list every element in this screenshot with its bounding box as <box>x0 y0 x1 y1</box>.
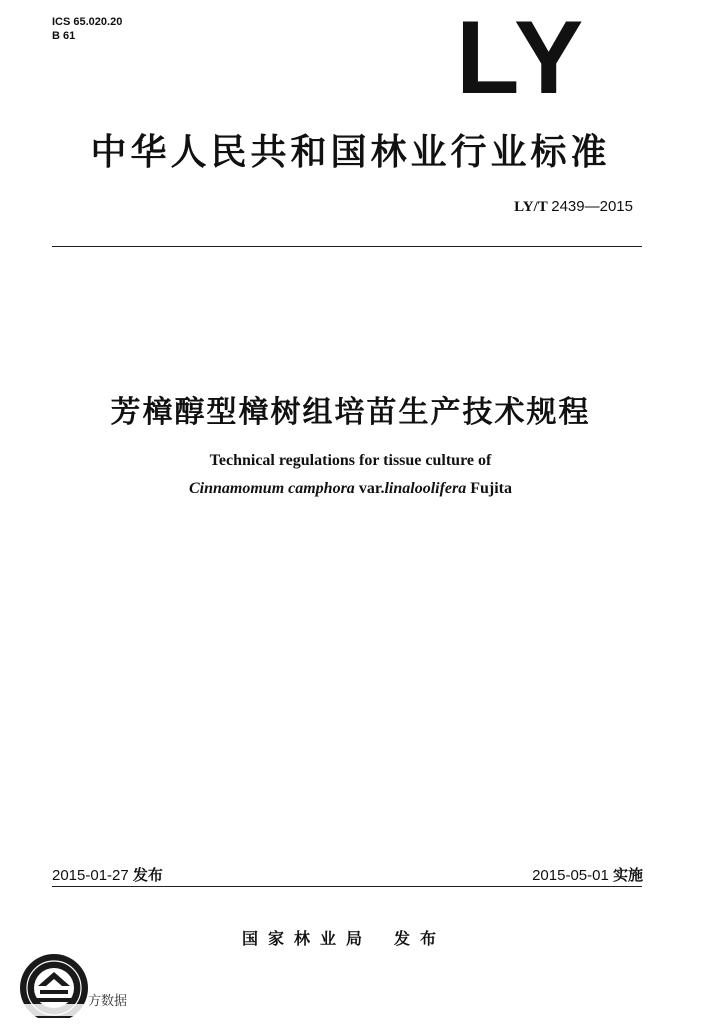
bottom-divider <box>52 886 642 887</box>
publisher-name: 国家林业局 <box>242 929 373 948</box>
standard-prefix: LY/T <box>514 199 548 215</box>
standard-code: 2439—2015 <box>551 198 633 215</box>
publisher-action: 发布 <box>394 929 447 948</box>
top-divider <box>52 246 642 247</box>
ly-logo: LY <box>456 0 588 116</box>
classification-codes <box>52 15 122 43</box>
implementation-date-label: 实施 <box>612 866 643 884</box>
document-title-chinese: 芳樟醇型樟树组培苗生产技术规程 <box>110 395 591 430</box>
standard-number <box>514 198 633 216</box>
ics-code: ICS 65.020.20 <box>52 16 123 28</box>
issue-date <box>52 864 163 885</box>
ccs-code: B 61 <box>52 30 76 42</box>
implementation-date <box>532 864 643 885</box>
var-label: var. <box>358 480 385 497</box>
publisher <box>242 926 446 949</box>
issue-date-label: 发布 <box>132 866 163 884</box>
variety-name: linaloolifera <box>384 480 467 497</box>
document-title-english-line1: Technical regulations for tissue culture of <box>209 452 492 469</box>
implementation-date-value: 2015-05-01 <box>532 867 609 884</box>
species-name: Cinnamomum camphora <box>188 480 355 497</box>
issue-date-value: 2015-01-27 <box>52 867 129 884</box>
watermark-text: 方数据 <box>88 994 128 1009</box>
national-standard-heading: 中华人民共和国林业行业标准 <box>90 132 611 173</box>
seal-icon <box>8 946 100 1018</box>
document-title-english-line2 <box>0 480 701 498</box>
author-name: Fujita <box>470 480 513 497</box>
